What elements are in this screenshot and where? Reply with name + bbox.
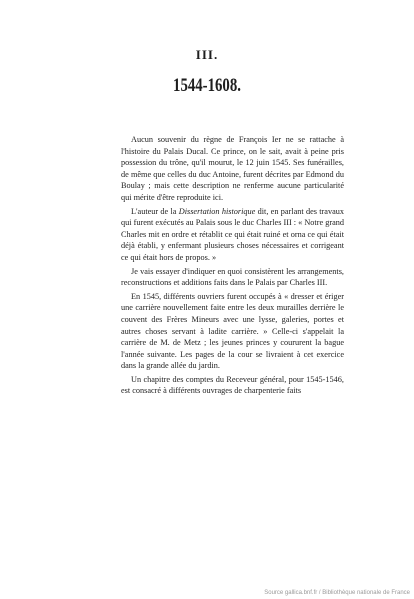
paragraph-2-rest: dit, en parlant des travaux qui furent exécutés au Palais sous le duc Charles III : « Notre grand Charles mit en ordre et rétablit ce qui était ruiné et orna ce qui était déjà établi, y enfermant plusieurs choses nécessaires et corrigeant ce qui était hors de propos. » [121, 206, 344, 262]
body-text [121, 134, 344, 397]
chapter-title: 1544-1608. [173, 75, 241, 96]
source-credit: Source gallica.bnf.fr / Bibliothèque nationale de France [264, 590, 410, 596]
paragraph-5: Un chapitre des comptes du Receveur général, pour 1545-1546, est consacré à différents ouvrages de charpenterie faits [121, 374, 344, 396]
paragraph-2 [121, 206, 344, 264]
paragraph-2-lead: L'auteur de la [131, 206, 179, 216]
chapter-number: III. [195, 47, 219, 62]
paragraph-1: Aucun souvenir du règne de François Ier ne se rattache à l'histoire du Palais Ducal. Ce prince, on le sait, avait à peine pris possession du trône, qu'il mourut, le 12 juin 1545. Ses funérailles, de même que celles du duc Antoine, furent décrites par Edmond du Boulay ; mais cette description ne renferme aucune particularité qui mérite d'être reproduite ici. [121, 135, 344, 202]
book-title-italic: Dissertation historique [178, 206, 256, 216]
paragraph-4: En 1545, différents ouvriers furent occupés à « dresser et ériger une carrière nouvellement faite entre les deux murailles derrière le couvent des Frères Mineurs avec une lysse, galeries, portes et autres choses servant à ladite carrière. » Celle-ci s'appelait la carrière de M. de Metz ; les jeunes princes y coururent la bague l'année suivante. Les pages de la cour se livraient à cet exercice dans la grande allée du jardin. [121, 291, 344, 371]
paragraph-3: Je vais essayer d'indiquer en quoi consistèrent les arrangements, reconstructions et additions faits dans le Palais par Charles III. [121, 266, 344, 288]
